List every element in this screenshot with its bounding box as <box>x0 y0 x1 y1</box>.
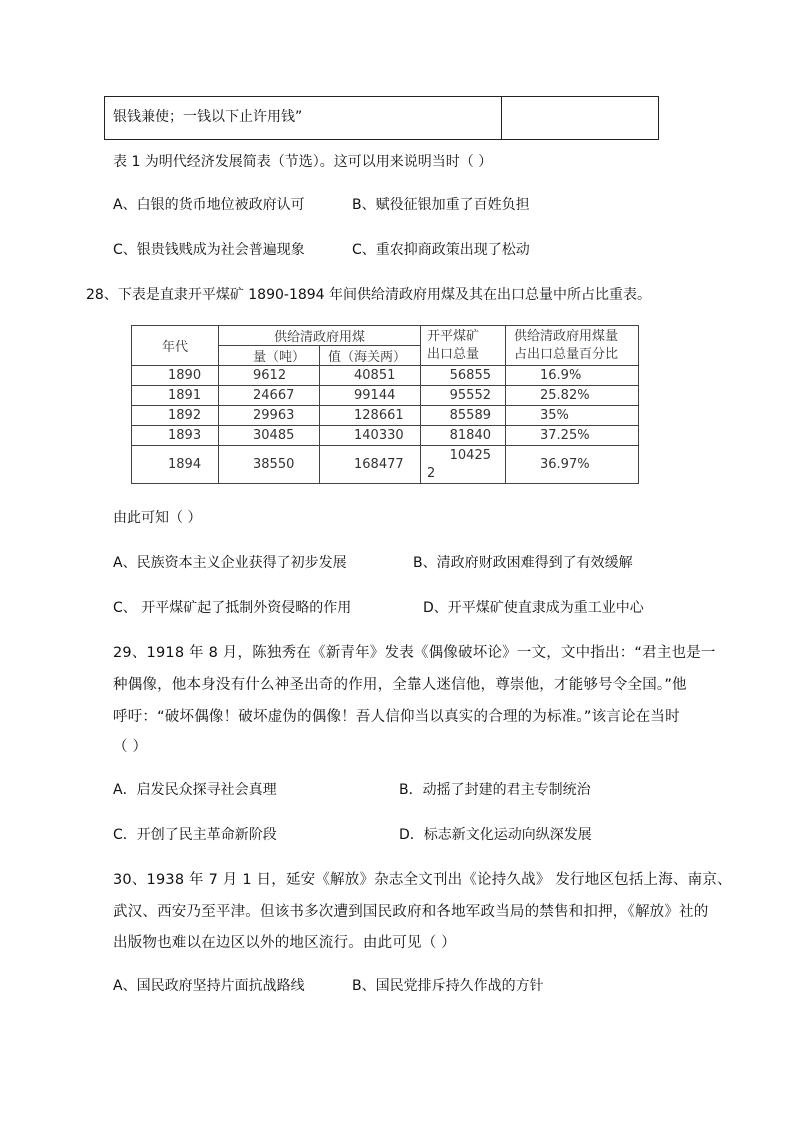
q28-conclusion: 由此可知（ ） <box>113 510 202 526</box>
cell-value: 140330 <box>320 426 421 446</box>
q27-option-d: C、重农抑商政策出现了松动 <box>352 242 530 258</box>
cell-quantity: 9612 <box>219 366 320 386</box>
header-year: 年代 <box>132 326 219 366</box>
q27-option-b: B、赋役征银加重了百姓负担 <box>352 197 530 213</box>
top-table-cell-left <box>105 97 502 139</box>
top-table-cell-text: 银钱兼使；一钱以下止许用钱” <box>113 109 303 125</box>
q29-option-d: D．标志新文化运动向纵深发展 <box>399 827 592 843</box>
q28-option-c: C、 开平煤矿起了抵制外资侵略的作用 <box>113 600 352 616</box>
q27-stem: 表 1 为明代经济发展简表（节选）。这可以用来说明当时（ ） <box>113 154 493 170</box>
cell-export: 85589 <box>421 406 506 426</box>
cell-percent: 35% <box>506 406 639 426</box>
top-table-fragment <box>104 96 659 140</box>
cell-quantity: 38550 <box>219 446 320 484</box>
q29-line-2: 种偶像，他本身没有什么神圣出奇的作用，全靠人迷信他，尊崇他，才能够号令全国。”他 <box>113 677 687 693</box>
cell-value: 128661 <box>320 406 421 426</box>
q28-stem: 28、下表是直隶开平煤矿 1890-1894 年间供给清政府用煤及其在出口总量中所占比重表。 <box>86 287 652 303</box>
q29-line-1: 29、1918 年 8 月，陈独秀在《新青年》发表《偶像破坏论》一文，文中指出：“君主也是一 <box>113 645 716 661</box>
table-header-row <box>132 326 639 346</box>
q30-line-2: 武汉、西安乃至平津。但该书多次遭到国民政府和各地军政当局的禁售和扣押，《解放》社的 <box>113 904 709 920</box>
q27-option-a: A、白银的货币地位被政府认可 <box>113 197 305 213</box>
header-export <box>421 326 506 366</box>
cell-export: 81840 <box>421 426 506 446</box>
table-row <box>132 446 639 484</box>
header-percent-line1: 供给清政府用煤量 <box>514 328 619 344</box>
cell-percent: 36.97% <box>506 446 639 484</box>
table-row <box>132 406 639 426</box>
cell-value: 168477 <box>320 446 421 484</box>
q29-line-3: 呼吁：“破坏偶像！破坏虚伪的偶像！吾人信仰当以真实的合理的为标准。”该言论在当时 <box>113 709 680 725</box>
q30-option-a: A、国民政府坚持片面抗战路线 <box>113 978 305 994</box>
header-export-line2: 出口总量 <box>427 346 480 362</box>
q29-option-c: C．开创了民主革命新阶段 <box>113 827 277 843</box>
cell-export: 56855 <box>421 366 506 386</box>
coal-supply-table <box>131 325 639 484</box>
cell-year: 1891 <box>132 386 219 406</box>
cell-value: 40851 <box>320 366 421 386</box>
cell-export-part-a: 10425 <box>449 447 491 463</box>
table-row <box>132 386 639 406</box>
cell-export-part-b: 2 <box>427 465 436 481</box>
q28-option-b: B、清政府财政困难得到了有效缓解 <box>413 555 633 571</box>
q29-option-b: B．动摇了封建的君主专制统治 <box>399 782 591 798</box>
q30-line-3: 出版物也难以在边区以外的地区流行。由此可见（ ） <box>113 935 456 951</box>
table-row <box>132 366 639 386</box>
q29-line-4: （ ） <box>113 739 148 755</box>
cell-value: 99144 <box>320 386 421 406</box>
header-percent-line2: 占出口总量百分比 <box>514 346 619 362</box>
cell-export: 95552 <box>421 386 506 406</box>
header-value: 值（海关两） <box>320 346 421 366</box>
cell-percent: 16.9% <box>506 366 639 386</box>
cell-quantity: 29963 <box>219 406 320 426</box>
cell-quantity: 24667 <box>219 386 320 406</box>
q27-option-c: C、银贵钱贱成为社会普遍现象 <box>113 242 305 258</box>
header-supply: 供给清政府用煤 <box>219 326 421 346</box>
cell-year: 1894 <box>132 446 219 484</box>
table-row <box>132 426 639 446</box>
cell-year: 1890 <box>132 366 219 386</box>
cell-export <box>421 446 506 484</box>
q28-option-d: D、开平煤矿使直隶成为重工业中心 <box>423 600 644 616</box>
header-percent <box>506 326 639 366</box>
cell-percent: 25.82% <box>506 386 639 406</box>
cell-percent: 37.25% <box>506 426 639 446</box>
q29-option-a: A．启发民众探寻社会真理 <box>113 782 277 798</box>
header-export-line1: 开平煤矿 <box>427 328 480 344</box>
q28-option-a: A、民族资本主义企业获得了初步发展 <box>113 555 347 571</box>
cell-year: 1892 <box>132 406 219 426</box>
cell-quantity: 30485 <box>219 426 320 446</box>
q30-line-1: 30、1938 年 7 月 1 日，延安《解放》杂志全文刊出《论持久战》 发行地区包括上海、南京、 <box>113 872 732 888</box>
header-quantity: 量（吨） <box>219 346 320 366</box>
q30-option-b: B、国民党排斥持久作战的方针 <box>352 978 544 994</box>
cell-year: 1893 <box>132 426 219 446</box>
